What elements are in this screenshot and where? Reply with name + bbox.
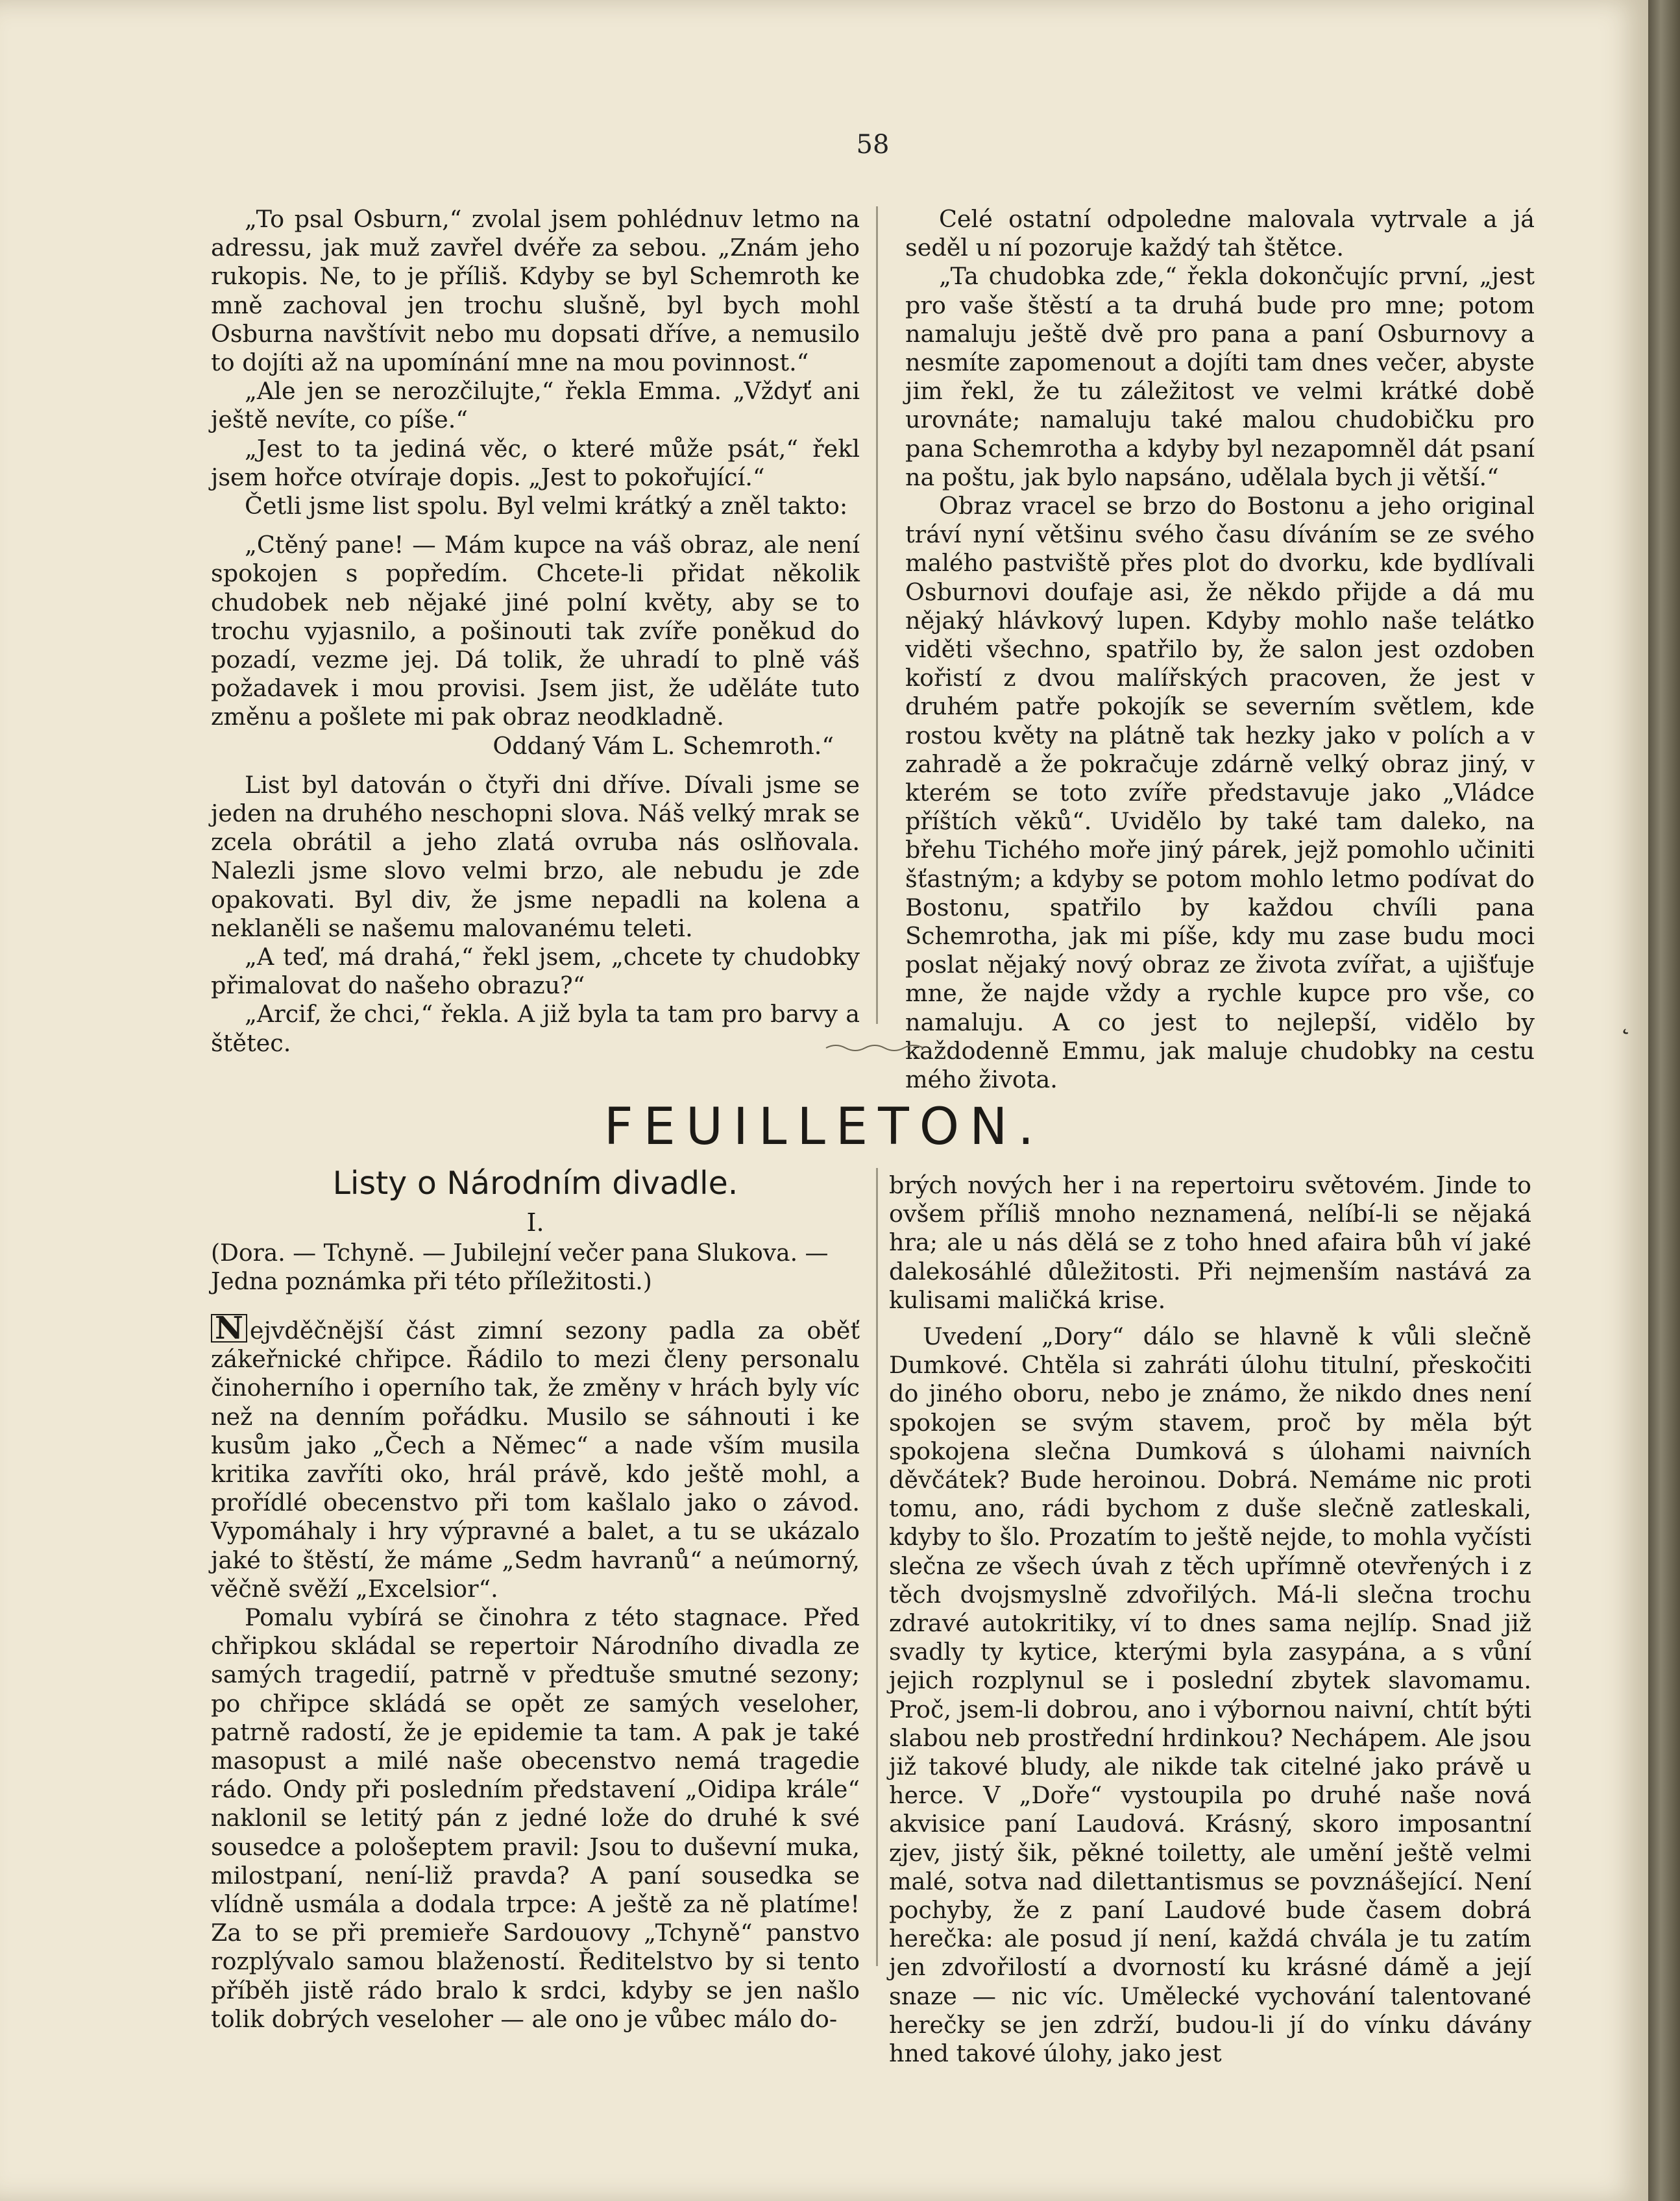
- drop-cap: N: [211, 1314, 247, 1343]
- article-column-left: [211, 1310, 860, 2034]
- story-paragraph: Četli jsme list spolu. Byl velmi krátký a zněl takto:: [245, 492, 848, 520]
- article-paragraph: Uvedení „Dory“ dálo se hlavně k vůli slečně Dumkové. Chtěla si zahráti úlohu titulní, přeskočiti do jiného oboru, nebo je známo, že nikdo dnes není spokojen se svým stavem, proč by měla být spokojena slečna Dumková s úlohami naivních děvčátek? Bude heroinou. Dobrá. Nemáme nic proti tomu, ano, rádi bychom z duše slečně zatleskali, kdyby to šlo. Prozatím to ještě nejde, to mohla vyčísti slečna ze všech úvah z těch upřímně otevřených i z těch dvojsmyslně zdvořilých. Má-li slečna trochu zdravé autokritiky, ví to dnes sama nejlíp. Snad již svadly ty kytice, kterými byla zasypána, a s vůní jejich rozplynul se i poslední zbytek slavomamu. Proč, jsem-li dobrou, ano i výbornou naivní, chtít býti slabou neb prostřední hrdinkou? Nechápem. Ale jsou již takové bludy, ale nikde tak citelné jako právě u herce. V „Doře“ vystoupila po druhé naše nová akvisice paní Laudová. Krásný, skoro imposantní zjev, jistý šik, pěkné toiletty, ale umění ještě velmi malé, sotva nad dilettantismus se povznášející. Není pochyby, že z paní Laudové bude časem dobrá herečka: ale posud jí není, každá chvála je tu zatím jen zdvořilostí a dvorností ku krásné dámě a její snaze — nic víc. Umělecké vychování talentované herečky se jen zdrží, budou-li jí do vínku dávány hned takové úlohy, jako jest: [889, 1322, 1531, 2068]
- page-number: 58: [856, 130, 890, 160]
- story-paragraph: „To psal Osburn,“ zvolal jsem pohlédnuv letmo na adressu, jak muž zavřel dvéře za sebou. „Znám jeho rukopis. Ne, to je příliš. Kdyby se byl Schemroth ke mně zachoval jen trochu slušně, byl bych mohl Osburna navštívit nebo mu dopsati dříve, a nemusilo to dojíti až na upomínání mne na mou povinnost.“: [211, 205, 860, 377]
- article-paragraph: Pomalu vybírá se činohra z této stagnace. Před chřipkou skládal se repertoir Národního divadla ze samých tragedií, patrně v předtuše smutné sezony; po chřipce skládá se opět ze samých veseloher, patrně radostí, že je epidemie ta tam. A pak je také masopust a milé naše obecenstvo nemá tragedie rádo. Ondy při posledním představení „Oidipa krále“ naklonil se letitý pán z jedné lože do druhé k své sousedce a pološeptem pravil: Jsou to duševní muka, milostpaní, není-liž pravda? A paní sousedka se vlídně usmála a dodala trpce: A ještě za ně platíme! Za to se při premieře Sardouovy „Tchyně“ panstvo rozplývalo samou blažeností. Ředitelstvo by si tento příběh jistě rádo bralo k srdci, kdyby se jen našlo tolik dobrých veseloher — ale ono je vůbec málo do-: [211, 1603, 860, 2033]
- story-paragraph: „Ale jen se nerozčilujte,“ řekla Emma. „Vždyť ani ještě nevíte, co píše.“: [211, 377, 860, 434]
- story-paragraph: List byl datován o čtyři dni dříve. Dívali jsme se jeden na druhého neschopni slova. Náš velký mrak se zcela obrátil a jeho zlatá ovruba nás oslňovala. Nalezli jsme slovo velmi brzo, ale nebudu je zde opakovati. Byl div, že jsme nepadli na kolena a neklaněli se našemu malovanému teleti.: [211, 770, 860, 942]
- story-paragraph: Obraz vracel se brzo do Bostonu a jeho original tráví nyní většinu svého času díváním se ze svého malého pastviště přes plot do dvorku, kde bydlívali Osburnovi doufaje asi, že někdo přijde a dá mu nějaký hlávkový lupen. Kdyby mohlo naše telátko viděti všechno, spatřilo by, že salon jest ozdoben kořistí z dvou malířských pracoven, že jest v druhém patře pokojík se severním světlem, kde rostou květy na plátně tak hezky jako v polích a v zahradě a že pokračuje zdárně velký obraz jiný, v kterém se toto zvíře představuje jako „Vládce příštích věků“. Uvidělo by také tam daleko, na břehu Tichého moře jiný párek, jejž pomohlo učiniti šťastným; a kdyby se potom mohlo letmo podívat do Bostonu, spatřilo by každou chvíli pana Schemrotha, jak mi píše, kdy mu zase budu moci poslat nějaký nový obraz ze života zvířat, a ujišťuje mne, že najde vždy a rychle kupce pro vše, co namaluju. A co jest to nejlepší, vidělo by každodenně Emmu, jak maluje chudobky na cestu mého života.: [905, 492, 1535, 1094]
- story-column-right: [905, 205, 1535, 1094]
- story-paragraph: „Jest to ta jediná věc, o které může psát,“ řekl jsem hořce otvíraje dopis. „Jest to pokořující.“: [211, 434, 860, 491]
- section-heading: FEUILLETON.: [603, 1098, 1045, 1156]
- page-edge-shadow: [1648, 0, 1680, 2201]
- story-paragraph: „Ta chudobka zde,“ řekla dokončujíc první, „jest pro vaše štěstí a ta druhá bude pro mne; potom namaluju ještě dvě pro pana a paní Osburnovy a nesmíte zapomenout a dojíti tam dnes večer, abyste jim řekl, že tu záležitost ve velmi krátké době urovnáte; namaluju také malou chudobičku pro pana Schemrotha a kdyby byl nezapomněl dát psaní na poštu, jak bylo napsáno, udělala bych ji větší.“: [905, 262, 1535, 491]
- column-rule-top: [876, 206, 878, 1024]
- article-first-paragraph: ejvděčnější část zimní sezony padla za oběť zákeřnické chřipce. Řádilo to mezi členy personalu činoherního i operního tak, že změny v hrách byly víc než na denním pořádku. Musilo se sáhnouti i ke kusům jako „Čech a Němec“ a nade vším musila kritika zavříti oko, hrál právě, kdo ještě mohl, a prořídlé obecenstvo při tom kašlalo jako o závod. Vypomáhaly i hry výpravné a balet, a tu se ukázalo jaké to štěstí, že máme „Sedm havranů“ a neúmorný, věčně svěží „Excelsior“.: [211, 1317, 860, 1603]
- margin-mark: ˛: [1619, 1006, 1632, 1036]
- letter-body: „Ctěný pane! — Mám kupce na váš obraz, ale není spokojen s popředím. Chcete-li přidat několik chudobek neb nějaké jiné polní květy, aby se to trochu vyjasnilo, a pošinouti tak zvíře poněkud do pozadí, vezme jej. Dá tolik, že uhradí to plně váš požadavek i mou provisi. Jsem jist, že uděláte tuto změnu a pošlete mi pak obraz neodkladně.: [211, 531, 860, 731]
- article-column-right: [889, 1171, 1531, 2068]
- article-subtitle: (Dora. — Tchyně. — Jubilejní večer pana Slukova. — Jedna poznámka při této příležitosti.): [211, 1240, 829, 1295]
- story-column-left: [211, 205, 860, 1058]
- story-paragraph: „Arcif, že chci,“ řekla. A již byla ta tam pro barvy a štětec.: [211, 1000, 860, 1057]
- article-paragraph: [211, 1310, 860, 1603]
- article-paragraph: brých nových her i na repertoiru světovém. Jinde to ovšem příliš mnoho neznamená, nelíbí-li se nějaká hra; ale u nás dělá se z toho hned afaira bůh ví jaké dalekosáhlé důležitosti. Při nejmenším nastává za kulisami maličká krise.: [889, 1171, 1531, 1314]
- column-rule-bottom: [876, 1168, 878, 1966]
- story-paragraph: „A teď, má drahá,“ řekl jsem, „chcete ty chudobky přimalovat do našeho obrazu?“: [211, 943, 860, 1000]
- article-number: I.: [526, 1208, 544, 1237]
- story-paragraph: Celé ostatní odpoledne malovala vytrvale a já seděl u ní pozoruje každý tah štětce.: [905, 205, 1535, 262]
- article-title: Listy o Národním divadle.: [332, 1165, 738, 1202]
- divider-ornament: [823, 1041, 927, 1054]
- letter-signature: Oddaný Vám L. Schemroth.“: [493, 731, 834, 760]
